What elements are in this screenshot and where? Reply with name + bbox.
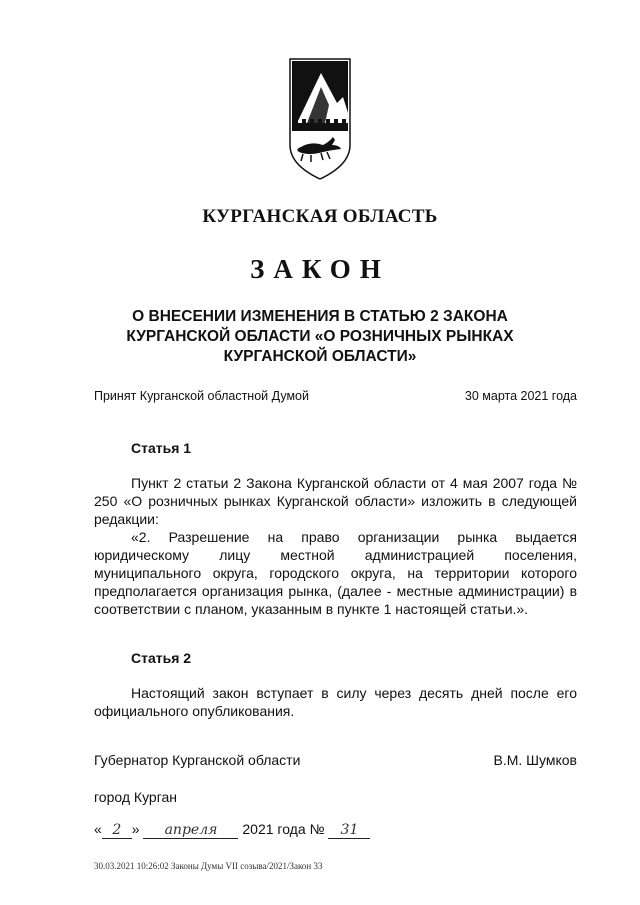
quote-open: « <box>94 821 102 837</box>
handwritten-day: 2 <box>102 822 132 839</box>
governor-title: Губернатор Курганской области <box>94 752 301 768</box>
article-1-paragraph: Пункт 2 статьи 2 Закона Курганской области от 4 мая 2007 года № 250 «О розничных рынках Курганской области» изложить в следующей редакции: <box>94 475 577 527</box>
law-title <box>95 307 545 367</box>
governor-name: В.М. Шумков <box>493 752 577 768</box>
handwritten-month: апреля <box>143 822 238 839</box>
article-2-paragraph: Настоящий закон вступает в силу через десять дней после его официального опубликования. <box>94 685 577 719</box>
document-footer: 30.03.2021 10:26:02 Законы Думы VII созыва/2021/Закон 33 <box>94 861 323 871</box>
law-title-line: О ВНЕСЕНИИ ИЗМЕНЕНИЯ В СТАТЬЮ 2 ЗАКОНА <box>132 308 508 325</box>
date-number-line <box>94 821 370 839</box>
city-name: город Курган <box>94 789 178 805</box>
coat-of-arms-emblem <box>285 57 355 182</box>
adoption-text: Принят Курганской областной Думой <box>94 389 309 403</box>
region-name: КУРГАНСКАЯ ОБЛАСТЬ <box>202 206 438 227</box>
year-text: 2021 года № <box>242 821 325 837</box>
article-1-paragraph: «2. Разрешение на право организации рынка выдается юридическому лицу местной администрацией поселения, муниципального округа, городского округа, на территории которого предполагается организация рынка, (далее - местные администрации) в соответствии с планом, указанным в пункте 1 настоящей статьи.». <box>94 529 577 617</box>
adoption-date: 30 марта 2021 года <box>464 389 577 403</box>
document-type: ЗАКОН <box>250 254 390 284</box>
law-title-line: КУРГАНСКОЙ ОБЛАСТИ» <box>223 348 417 365</box>
law-title-line: КУРГАНСКОЙ ОБЛАСТИ «О РОЗНИЧНЫХ РЫНКАХ <box>126 328 514 345</box>
handwritten-number: 31 <box>328 822 370 839</box>
article-2-heading: Статья 2 <box>131 650 192 666</box>
article-1-heading: Статья 1 <box>131 440 192 456</box>
quote-close: » <box>131 821 140 837</box>
